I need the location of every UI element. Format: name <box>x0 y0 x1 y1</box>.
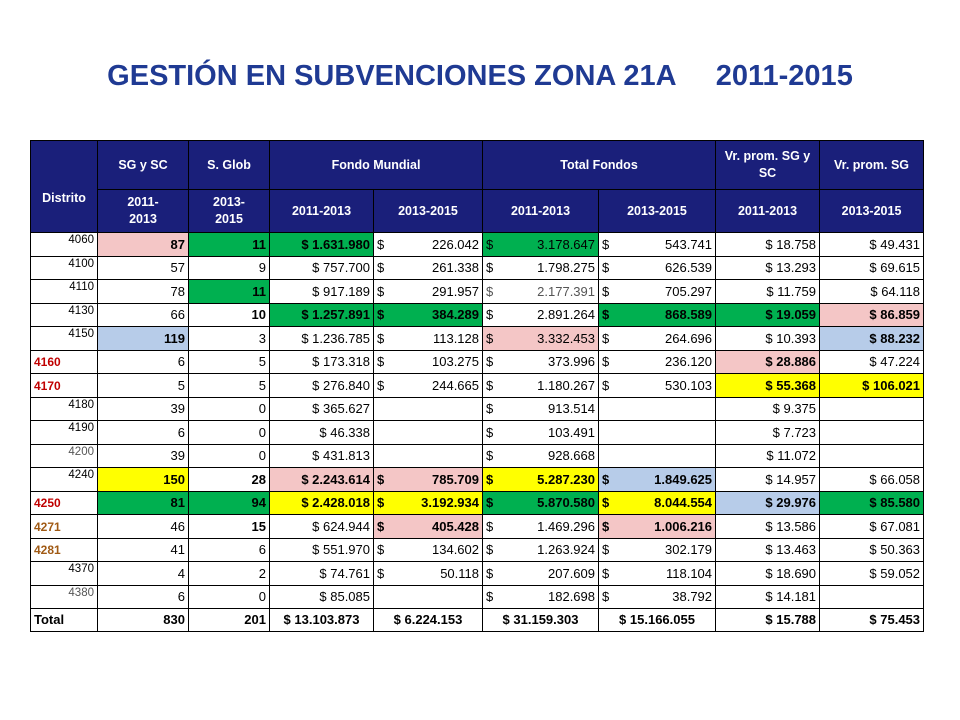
header-vr-prom-sg-sc: Vr. prom. SG y SC <box>716 141 820 190</box>
total-row <box>31 609 924 632</box>
cell-sglob: 10 <box>189 303 270 327</box>
cell-sglob: 15 <box>189 515 270 539</box>
cell-sglob: 5 <box>189 350 270 374</box>
cell-fm-2013-2015: $ 226.042 <box>374 233 483 257</box>
table-row <box>31 303 924 327</box>
cell-distrito: 4370 <box>31 562 98 586</box>
cell-vr-sg: $ 64.118 <box>820 280 924 304</box>
cell-distrito: 4271 <box>31 515 98 539</box>
table-row <box>31 444 924 468</box>
header-distrito: Distrito <box>31 141 98 233</box>
header-sg-sc: SG y SC <box>98 141 189 190</box>
cell-vr-sg <box>820 585 924 609</box>
cell-vr-sg <box>820 444 924 468</box>
cell-vr-sg: $ 69.615 <box>820 256 924 280</box>
subheader-period: 2011-2013 <box>270 190 374 233</box>
cell-tf-2013-2015: $ 1.849.625 <box>599 468 716 492</box>
cell-sglob: 2 <box>189 562 270 586</box>
cell-vr-sg-sc: $ 55.368 <box>716 374 820 398</box>
subsidy-table <box>30 140 924 632</box>
cell-distrito: 4281 <box>31 538 98 562</box>
cell-sg-sc: 57 <box>98 256 189 280</box>
cell-sg-sc: 6 <box>98 421 189 445</box>
cell-tf-2011-2013: $ 103.491 <box>483 421 599 445</box>
cell-fm-2011-2013: $ 917.189 <box>270 280 374 304</box>
cell-fm-2013-2015: $ 134.602 <box>374 538 483 562</box>
cell-tf-2013-2015: $ 1.006.216 <box>599 515 716 539</box>
cell-total-label: Total <box>31 609 98 632</box>
cell-tf-2013-2015: $ 38.792 <box>599 585 716 609</box>
table-row <box>31 468 924 492</box>
cell-vr-sg-sc: $ 11.759 <box>716 280 820 304</box>
cell-sg-sc: 41 <box>98 538 189 562</box>
cell-sglob: 0 <box>189 444 270 468</box>
cell-fm-2013-2015 <box>374 444 483 468</box>
cell-distrito: 4060 <box>31 233 98 257</box>
cell-fm-2013-2015: $ 785.709 <box>374 468 483 492</box>
cell-fm-2013-2015: $ 405.428 <box>374 515 483 539</box>
cell-fm-2013-2015 <box>374 397 483 421</box>
cell-distrito: 4150 <box>31 327 98 351</box>
cell-fm-2011-2013: $ 431.813 <box>270 444 374 468</box>
table-row <box>31 538 924 562</box>
cell-sg-sc: 6 <box>98 350 189 374</box>
cell-total-sg-sc: 830 <box>98 609 189 632</box>
cell-total-fm-2013-2015: $ 6.224.153 <box>374 609 483 632</box>
cell-distrito: 4160 <box>31 350 98 374</box>
cell-vr-sg-sc: $ 13.293 <box>716 256 820 280</box>
subheader-period: 2011-2013 <box>716 190 820 233</box>
cell-sglob: 11 <box>189 233 270 257</box>
cell-tf-2011-2013: $ 182.698 <box>483 585 599 609</box>
table-row <box>31 374 924 398</box>
cell-distrito: 4250 <box>31 491 98 515</box>
cell-fm-2011-2013: $ 276.840 <box>270 374 374 398</box>
table-row <box>31 350 924 374</box>
cell-sg-sc: 4 <box>98 562 189 586</box>
cell-tf-2011-2013: $ 373.996 <box>483 350 599 374</box>
cell-distrito: 4130 <box>31 303 98 327</box>
cell-sglob: 11 <box>189 280 270 304</box>
cell-vr-sg-sc: $ 18.758 <box>716 233 820 257</box>
cell-sg-sc: 81 <box>98 491 189 515</box>
cell-total-fm-2011-2013: $ 13.103.873 <box>270 609 374 632</box>
cell-fm-2013-2015: $ 103.275 <box>374 350 483 374</box>
cell-vr-sg-sc: $ 13.463 <box>716 538 820 562</box>
table-row <box>31 585 924 609</box>
cell-sglob: 6 <box>189 538 270 562</box>
cell-fm-2011-2013: $ 74.761 <box>270 562 374 586</box>
cell-vr-sg-sc: $ 11.072 <box>716 444 820 468</box>
table-row <box>31 256 924 280</box>
cell-tf-2011-2013: $ 928.668 <box>483 444 599 468</box>
subheader-period: 2011- 2013 <box>98 190 189 233</box>
cell-sglob: 0 <box>189 397 270 421</box>
subheader-period: 2013-2015 <box>599 190 716 233</box>
cell-vr-sg-sc: $ 29.976 <box>716 491 820 515</box>
table-row <box>31 562 924 586</box>
cell-vr-sg: $ 106.021 <box>820 374 924 398</box>
cell-sglob: 5 <box>189 374 270 398</box>
cell-sglob: 94 <box>189 491 270 515</box>
cell-total-vr-sg-sc: $ 15.788 <box>716 609 820 632</box>
cell-vr-sg: $ 59.052 <box>820 562 924 586</box>
cell-fm-2011-2013: $ 85.085 <box>270 585 374 609</box>
cell-tf-2013-2015: $ 868.589 <box>599 303 716 327</box>
cell-tf-2011-2013: $ 3.332.453 <box>483 327 599 351</box>
cell-tf-2011-2013: $ 5.870.580 <box>483 491 599 515</box>
cell-tf-2013-2015: $ 8.044.554 <box>599 491 716 515</box>
cell-sg-sc: 5 <box>98 374 189 398</box>
subheader-period: 2013-2015 <box>820 190 924 233</box>
cell-fm-2013-2015 <box>374 585 483 609</box>
cell-fm-2013-2015 <box>374 421 483 445</box>
table-row <box>31 327 924 351</box>
cell-distrito: 4200 <box>31 444 98 468</box>
cell-distrito: 4190 <box>31 421 98 445</box>
cell-tf-2011-2013: $ 3.178.647 <box>483 233 599 257</box>
cell-vr-sg: $ 66.058 <box>820 468 924 492</box>
cell-vr-sg: $ 50.363 <box>820 538 924 562</box>
cell-sg-sc: 39 <box>98 444 189 468</box>
cell-sg-sc: 119 <box>98 327 189 351</box>
cell-distrito: 4100 <box>31 256 98 280</box>
cell-tf-2013-2015 <box>599 444 716 468</box>
table-row <box>31 421 924 445</box>
table-row <box>31 233 924 257</box>
cell-total-tf-2013-2015: $ 15.166.055 <box>599 609 716 632</box>
table-row <box>31 397 924 421</box>
cell-total-tf-2011-2013: $ 31.159.303 <box>483 609 599 632</box>
cell-tf-2011-2013: $ 2.891.264 <box>483 303 599 327</box>
subheader-period: 2013-2015 <box>374 190 483 233</box>
cell-fm-2011-2013: $ 46.338 <box>270 421 374 445</box>
header-total-fondos: Total Fondos <box>483 141 716 190</box>
cell-fm-2013-2015: $ 113.128 <box>374 327 483 351</box>
table-row <box>31 491 924 515</box>
cell-vr-sg-sc: $ 9.375 <box>716 397 820 421</box>
cell-sg-sc: 39 <box>98 397 189 421</box>
cell-tf-2013-2015 <box>599 421 716 445</box>
cell-fm-2011-2013: $ 551.970 <box>270 538 374 562</box>
cell-fm-2013-2015: $ 291.957 <box>374 280 483 304</box>
cell-tf-2011-2013: $ 1.263.924 <box>483 538 599 562</box>
cell-total-vr-sg: $ 75.453 <box>820 609 924 632</box>
cell-sglob: 0 <box>189 585 270 609</box>
cell-fm-2011-2013: $ 624.944 <box>270 515 374 539</box>
cell-tf-2011-2013: $ 1.180.267 <box>483 374 599 398</box>
subheader-period: 2013- 2015 <box>189 190 270 233</box>
cell-tf-2013-2015: $ 626.539 <box>599 256 716 280</box>
cell-fm-2013-2015: $ 244.665 <box>374 374 483 398</box>
cell-tf-2013-2015: $ 264.696 <box>599 327 716 351</box>
cell-distrito: 4170 <box>31 374 98 398</box>
cell-fm-2013-2015: $ 261.338 <box>374 256 483 280</box>
cell-tf-2011-2013: $ 207.609 <box>483 562 599 586</box>
cell-fm-2011-2013: $ 2.243.614 <box>270 468 374 492</box>
cell-fm-2011-2013: $ 1.236.785 <box>270 327 374 351</box>
cell-sglob: 9 <box>189 256 270 280</box>
cell-vr-sg: $ 47.224 <box>820 350 924 374</box>
cell-fm-2013-2015: $ 384.289 <box>374 303 483 327</box>
cell-sg-sc: 66 <box>98 303 189 327</box>
subheader-period: 2011-2013 <box>483 190 599 233</box>
cell-tf-2013-2015: $ 118.104 <box>599 562 716 586</box>
cell-sg-sc: 78 <box>98 280 189 304</box>
cell-tf-2011-2013: $ 913.514 <box>483 397 599 421</box>
table-row <box>31 280 924 304</box>
cell-vr-sg: $ 85.580 <box>820 491 924 515</box>
cell-vr-sg: $ 49.431 <box>820 233 924 257</box>
cell-tf-2011-2013: $ 5.287.230 <box>483 468 599 492</box>
cell-tf-2011-2013: $ 2.177.391 <box>483 280 599 304</box>
cell-vr-sg <box>820 421 924 445</box>
cell-vr-sg-sc: $ 19.059 <box>716 303 820 327</box>
cell-sg-sc: 6 <box>98 585 189 609</box>
cell-vr-sg: $ 88.232 <box>820 327 924 351</box>
cell-vr-sg: $ 67.081 <box>820 515 924 539</box>
cell-tf-2013-2015: $ 530.103 <box>599 374 716 398</box>
cell-tf-2011-2013: $ 1.469.296 <box>483 515 599 539</box>
cell-distrito: 4380 <box>31 585 98 609</box>
cell-tf-2013-2015: $ 236.120 <box>599 350 716 374</box>
cell-distrito: 4240 <box>31 468 98 492</box>
cell-sg-sc: 150 <box>98 468 189 492</box>
cell-vr-sg-sc: $ 18.690 <box>716 562 820 586</box>
cell-vr-sg-sc: $ 10.393 <box>716 327 820 351</box>
cell-fm-2013-2015: $ 50.118 <box>374 562 483 586</box>
cell-sg-sc: 46 <box>98 515 189 539</box>
header-vr-prom-sg: Vr. prom. SG <box>820 141 924 190</box>
cell-fm-2011-2013: $ 1.257.891 <box>270 303 374 327</box>
cell-sglob: 3 <box>189 327 270 351</box>
table-row <box>31 515 924 539</box>
cell-sglob: 0 <box>189 421 270 445</box>
cell-sglob: 28 <box>189 468 270 492</box>
cell-vr-sg-sc: $ 28.886 <box>716 350 820 374</box>
cell-vr-sg-sc: $ 7.723 <box>716 421 820 445</box>
cell-tf-2011-2013: $ 1.798.275 <box>483 256 599 280</box>
cell-vr-sg-sc: $ 13.586 <box>716 515 820 539</box>
cell-tf-2013-2015: $ 302.179 <box>599 538 716 562</box>
cell-fm-2011-2013: $ 365.627 <box>270 397 374 421</box>
cell-sg-sc: 87 <box>98 233 189 257</box>
cell-tf-2013-2015: $ 705.297 <box>599 280 716 304</box>
header-fondo-mundial: Fondo Mundial <box>270 141 483 190</box>
cell-fm-2011-2013: $ 173.318 <box>270 350 374 374</box>
page-title: GESTIÓN EN SUBVENCIONES ZONA 21A 2011-2015 <box>107 60 853 92</box>
header-sglob: S. Glob <box>189 141 270 190</box>
cell-fm-2011-2013: $ 1.631.980 <box>270 233 374 257</box>
cell-total-sglob: 201 <box>189 609 270 632</box>
cell-vr-sg <box>820 397 924 421</box>
cell-fm-2011-2013: $ 757.700 <box>270 256 374 280</box>
cell-vr-sg-sc: $ 14.957 <box>716 468 820 492</box>
cell-tf-2013-2015: $ 543.741 <box>599 233 716 257</box>
cell-vr-sg: $ 86.859 <box>820 303 924 327</box>
cell-tf-2013-2015 <box>599 397 716 421</box>
cell-distrito: 4110 <box>31 280 98 304</box>
cell-fm-2013-2015: $ 3.192.934 <box>374 491 483 515</box>
cell-fm-2011-2013: $ 2.428.018 <box>270 491 374 515</box>
cell-distrito: 4180 <box>31 397 98 421</box>
cell-vr-sg-sc: $ 14.181 <box>716 585 820 609</box>
